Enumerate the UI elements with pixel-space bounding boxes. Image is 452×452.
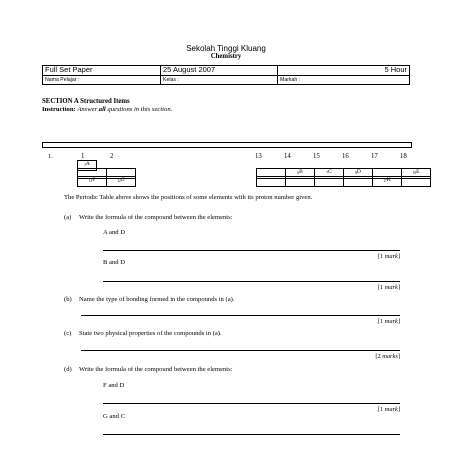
element-cell-C: $_7$C [315, 169, 344, 179]
question-intro: The Periodic Table above shows the positions of some elements with its proton number given. [64, 194, 313, 201]
element-cell-empty-7 [315, 177, 344, 187]
part-a-label: (a) [64, 214, 72, 221]
element-cell-empty-8 [344, 177, 373, 187]
instruction-text-a: Answer [77, 106, 98, 113]
part-d-item2: G and C [103, 413, 125, 420]
section-divider-box [42, 142, 412, 148]
part-d-label: (d) [64, 366, 72, 373]
group-label-17: 17 [371, 153, 378, 160]
part-d-item1: F and D [103, 382, 125, 389]
subject-title: Chemistry [210, 53, 242, 60]
answer-line-c[interactable] [81, 350, 400, 351]
element-cell-empty-6 [286, 177, 315, 187]
group-label-18: 18 [400, 153, 407, 160]
element-cell-E: $_{10}$E [402, 169, 431, 179]
element-cell-empty-9 [402, 177, 431, 187]
group-label-13: 13 [255, 153, 262, 160]
part-b-text: Name the type of bonding formed in the compounds in (a). [79, 296, 235, 303]
element-cell-B: $_6$B [286, 169, 315, 179]
group-label-1: 1 [81, 153, 85, 160]
group-label-15: 15 [313, 153, 320, 160]
part-c-mark: [2 marks] [375, 353, 400, 360]
class-label: Kelas : [161, 75, 278, 85]
school-name: Sekolah Tinggi Kluang [186, 44, 266, 53]
part-d-mark: [1 mark] [377, 406, 400, 413]
answer-line-d2[interactable] [103, 434, 400, 435]
info-table [42, 65, 410, 85]
part-a-mark2: [1 mark] [377, 284, 400, 291]
element-cell-G: $_{12}$G [107, 177, 136, 187]
part-d-text: Write the formula of the compound between the elements: [79, 366, 233, 373]
part-a-text: Write the formula of the compound between the elements: [79, 214, 233, 221]
part-c-text: State two physical properties of the compounds in (a). [79, 330, 222, 337]
element-cell-H: $_{17}$H [373, 177, 402, 187]
part-b-label: (b) [64, 296, 72, 303]
group-label-14: 14 [284, 153, 291, 160]
answer-line-b[interactable] [81, 315, 400, 316]
section-instruction [42, 106, 172, 113]
answer-line-d1[interactable] [103, 403, 400, 404]
exam-duration: 5 Hour [278, 66, 410, 76]
element-cell-F: $_{11}$F [78, 177, 107, 187]
instruction-label: Instruction: [42, 106, 76, 113]
part-a-mark1: [1 mark] [377, 253, 400, 260]
element-cell-A: $_1$A [78, 161, 97, 171]
part-c-label: (c) [64, 330, 72, 337]
instruction-all: all [98, 106, 106, 113]
element-cell-empty-5 [257, 177, 286, 187]
marks-label: Markah : [278, 75, 410, 85]
part-a-item1: A and D [103, 229, 125, 236]
part-a-item2: B and D [103, 259, 125, 266]
answer-line-a1[interactable] [103, 250, 400, 251]
paper-title: Full Set Paper [43, 66, 161, 76]
part-b-mark: [1 mark] [377, 318, 400, 325]
answer-line-a2[interactable] [103, 281, 400, 282]
group-label-16: 16 [342, 153, 349, 160]
student-name-label: Nama Pelajar : [43, 75, 161, 85]
instruction-text-b: questions in this section. [107, 106, 173, 113]
question-number: 1. [48, 153, 53, 160]
element-cell-D: $_8$D [344, 169, 373, 179]
exam-date: 25 August 2007 [161, 66, 278, 76]
group-label-2: 2 [110, 153, 114, 160]
section-title: SECTION A Structured Items [42, 98, 130, 105]
periodic-table-row3 [77, 176, 431, 187]
